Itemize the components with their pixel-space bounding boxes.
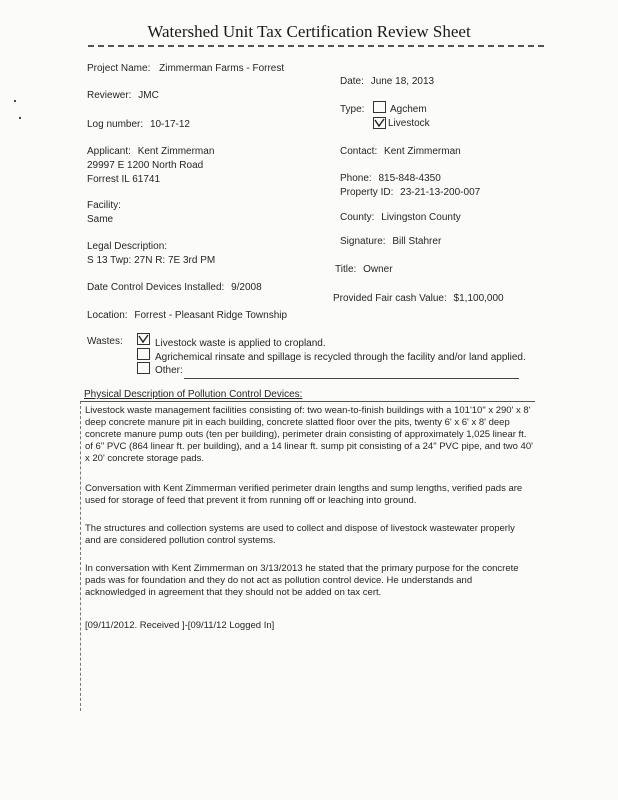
reviewer-label: Reviewer: bbox=[87, 90, 132, 101]
other-underline bbox=[184, 378, 519, 379]
fair-cash-value-field bbox=[333, 293, 504, 304]
checkmark-icon bbox=[138, 334, 149, 344]
type-option-agchem: Agchem bbox=[390, 104, 427, 115]
fair-cash-label: Provided Fair cash Value: bbox=[333, 293, 447, 304]
livestock-checkbox[interactable] bbox=[373, 117, 386, 129]
control-devices-date-field bbox=[87, 282, 262, 293]
log-number-value: 10-17-12 bbox=[149, 119, 190, 130]
page-title: Watershed Unit Tax Certification Review Sheet bbox=[147, 22, 471, 41]
title-field bbox=[335, 264, 393, 275]
reviewer-value: JMC bbox=[138, 90, 159, 101]
contact-label: Contact: bbox=[340, 146, 378, 157]
location-value: Forrest - Pleasant Ridge Township bbox=[134, 310, 288, 321]
livestock-waste-text: Livestock waste is applied to cropland. bbox=[155, 338, 326, 349]
property-id-field bbox=[340, 187, 480, 198]
type-option-livestock: Livestock bbox=[388, 118, 430, 129]
date-value: June 18, 2013 bbox=[370, 76, 435, 87]
agrichemical-checkbox[interactable] bbox=[137, 348, 150, 360]
legal-description-field bbox=[87, 240, 215, 268]
physical-paragraph-3: The structures and collection systems are used to collect and dispose of livestock wastewater properly and are considered pollution control systems. bbox=[85, 523, 515, 546]
control-devices-value: 9/2008 bbox=[231, 282, 262, 293]
signature-label: Signature: bbox=[340, 236, 386, 247]
county-value: Livingston County bbox=[381, 212, 461, 223]
wastes-label: Wastes: bbox=[87, 336, 123, 347]
log-entry: [09/11/2012. Received ]-[09/11/12 Logged In] bbox=[85, 620, 275, 631]
checkmark-icon bbox=[374, 118, 385, 128]
date-field bbox=[340, 76, 434, 87]
phone-value: 815-848-4350 bbox=[378, 173, 441, 184]
title-field-label: Title: bbox=[335, 264, 357, 275]
physical-paragraph-1: Livestock waste management facilities consisting of: two wean-to-finish buildings with a 101'10" x 290' x 8' deep concrete manure pit in each building, concrete slatted floor over the pits, twenty 6' x 6' x 8' deep concrete manure pump outs (ten per building), perimeter drain consisting of approximately 1,025 linear ft. of 6" PVC (864 linear ft. per building), and a 14 linear ft. sump pit consisting of a 24" PVC pipe, and two 40' x 20' concrete storage pads. bbox=[85, 405, 533, 464]
legal-description-value: S 13 Twp: 27N R: 7E 3rd PM bbox=[87, 255, 216, 266]
phone-field bbox=[340, 173, 441, 184]
facility-label: Facility: bbox=[87, 200, 121, 211]
other-text: Other: bbox=[155, 365, 183, 376]
county-field bbox=[340, 212, 461, 223]
type-label: Type: bbox=[340, 104, 365, 115]
applicant-address-line2: Forrest IL 61741 bbox=[87, 174, 161, 185]
contact-value: Kent Zimmerman bbox=[384, 146, 461, 157]
property-id-value: 23-21-13-200-007 bbox=[400, 187, 481, 198]
applicant-field bbox=[87, 145, 214, 187]
phone-label: Phone: bbox=[340, 173, 372, 184]
location-label: Location: bbox=[87, 310, 128, 321]
signature-value: Bill Stahrer bbox=[392, 236, 442, 247]
applicant-label: Applicant: bbox=[87, 146, 131, 157]
physical-description-heading: Physical Description of Pollution Control Devices: bbox=[84, 389, 303, 400]
property-id-label: Property ID: bbox=[340, 187, 394, 198]
location-field bbox=[87, 310, 287, 321]
applicant-name: Kent Zimmerman bbox=[137, 146, 215, 157]
reviewer-field bbox=[87, 90, 159, 101]
agchem-checkbox[interactable] bbox=[373, 101, 386, 113]
applicant-address-line1: 29997 E 1200 North Road bbox=[87, 160, 204, 171]
control-devices-label: Date Control Devices Installed: bbox=[87, 282, 225, 293]
fair-cash-value: $1,100,000 bbox=[453, 293, 504, 304]
signature-field bbox=[340, 236, 441, 247]
county-label: County: bbox=[340, 212, 375, 223]
physical-paragraph-2: Conversation with Kent Zimmerman verified perimeter drain lengths and sump lengths, verified pads are used for storage of feed that prevent it from running off or leaching into ground. bbox=[85, 483, 523, 506]
scan-speck bbox=[14, 100, 16, 102]
project-name-label: Project Name: bbox=[87, 63, 151, 74]
title-divider bbox=[88, 45, 544, 47]
log-number-label: Log number: bbox=[87, 119, 144, 130]
physical-paragraph-4: In conversation with Kent Zimmerman on 3/13/2013 he stated that the primary purpose for the concrete pads was for foundation and they do not act as pollution control device. He understands and acknowledged in agreement that they should not be added on tax cert. bbox=[85, 563, 519, 598]
log-number-field bbox=[87, 119, 190, 130]
date-label: Date: bbox=[340, 76, 364, 87]
livestock-waste-checkbox[interactable] bbox=[137, 333, 150, 345]
other-checkbox[interactable] bbox=[137, 362, 150, 374]
scan-speck bbox=[19, 117, 21, 119]
facility-field bbox=[87, 199, 121, 227]
agrichemical-text: Agrichemical rinsate and spillage is recycled through the facility and/or land applied. bbox=[155, 352, 526, 363]
legal-description-label: Legal Description: bbox=[87, 241, 168, 252]
project-name-field bbox=[87, 63, 284, 74]
title-field-value: Owner bbox=[363, 264, 393, 275]
project-name-value: Zimmerman Farms - Forrest bbox=[159, 63, 285, 74]
contact-field bbox=[340, 146, 461, 157]
facility-value: Same bbox=[87, 214, 114, 225]
